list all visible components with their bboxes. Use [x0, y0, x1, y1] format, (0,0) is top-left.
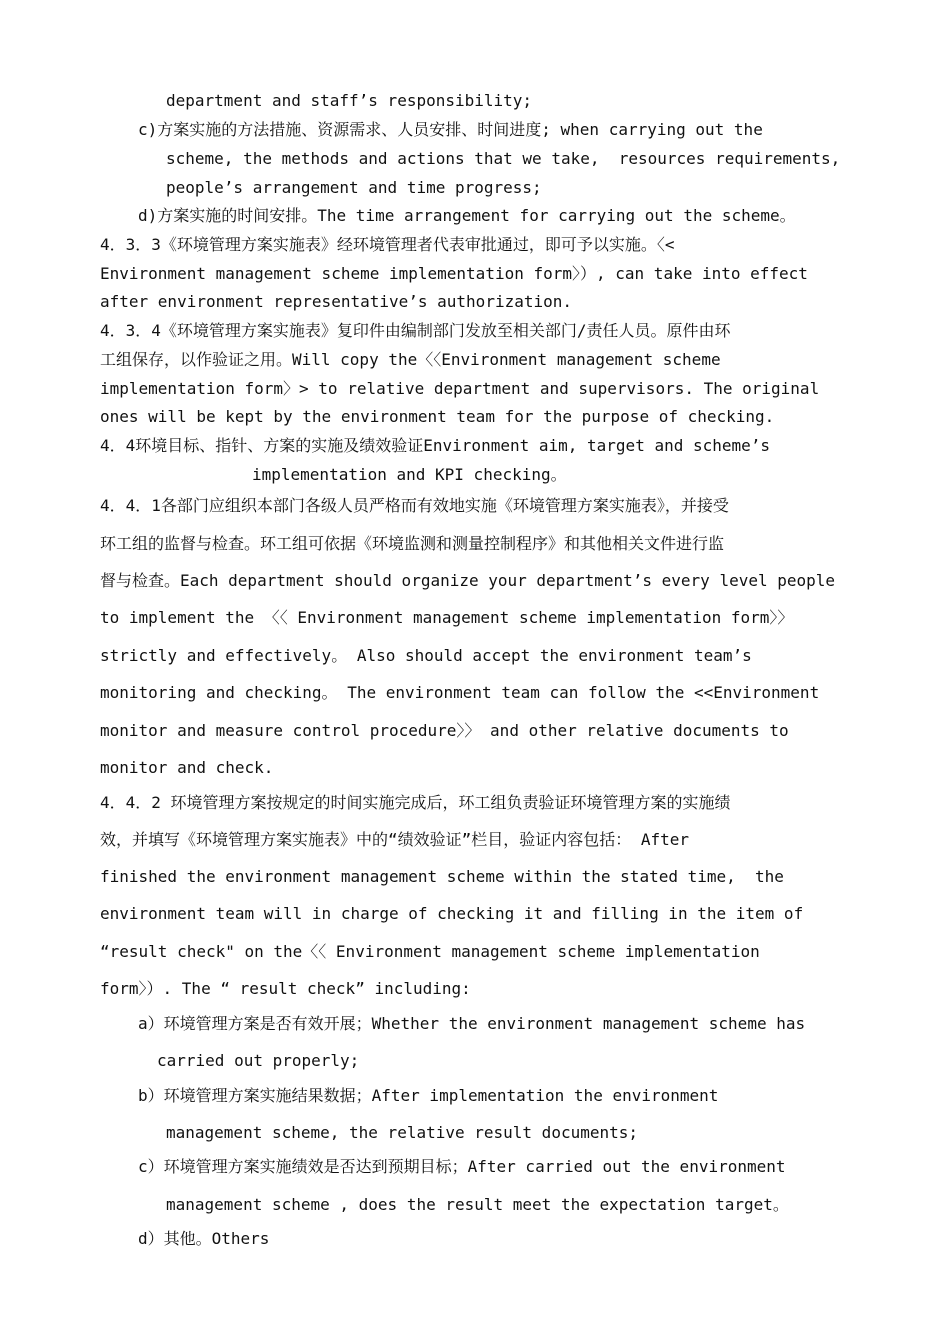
list-item-b: b）环境管理方案实施结果数据；After implementation the environment — [138, 1086, 719, 1105]
text-line: Environment management scheme implementation form〉）, can take into effect — [100, 264, 808, 283]
text-line: 环工组的监督与检查。环工组可依据《环境监测和测量控制程序》和其他相关文件进行监 — [100, 534, 725, 553]
list-item-a: a）环境管理方案是否有效开展；Whether the environment management scheme has — [138, 1014, 806, 1033]
section-4-3-3: 4．3．3《环境管理方案实施表》经环境管理者代表审批通过，即可予以实施。〈< — [100, 235, 675, 254]
list-item-c: c)方案实施的方法措施、资源需求、人员安排、时间进度; when carrying out the — [138, 120, 763, 139]
list-item-c2: c）环境管理方案实施绩效是否达到预期目标；After carried out the environment — [138, 1157, 786, 1176]
text-line: department and staff’s responsibility; — [166, 91, 533, 110]
text-line: carried out properly; — [157, 1051, 360, 1070]
text-line: 效，并填写《环境管理方案实施表》中的“绩效验证”栏目，验证内容包括： After — [100, 830, 690, 849]
text-line: monitor and check. — [100, 758, 274, 777]
text-line: after environment representative’s authorization. — [100, 292, 573, 311]
text-line: monitoring and checking。 The environment team can follow the <<Environment — [100, 683, 820, 702]
text-line: to implement the 〈〈 Environment management scheme implementation form〉〉 — [100, 608, 794, 627]
text-line: monitor and measure control procedure〉〉 and other relative documents to — [100, 721, 789, 740]
text-line: implementation and KPI checking。 — [252, 465, 567, 484]
section-4-4-1: 4．4．1各部门应组织本部门各级人员严格而有效地实施《环境管理方案实施表》，并接受 — [100, 496, 729, 515]
text-line: finished the environment management scheme within the stated time, the — [100, 867, 784, 886]
text-line: 督与检查。Each department should organize your department’s every level people — [100, 571, 836, 590]
text-line: management scheme, the relative result documents; — [166, 1123, 639, 1142]
text-line: management scheme , does the result meet the expectation target。 — [166, 1195, 789, 1214]
section-4-3-4: 4．3．4《环境管理方案实施表》复印件由编制部门发放至相关部门/责任人员。原件由环 — [100, 321, 731, 340]
text-line: 工组保存，以作验证之用。Will copy the〈〈Environment management scheme — [100, 350, 721, 369]
section-4-4-heading: 4．4环境目标、指针、方案的实施及绩效验证Environment aim, target and scheme’s — [100, 436, 771, 455]
text-line: implementation form〉> to relative department and supervisors. The original — [100, 379, 820, 398]
text-line: “result check" on the〈〈 Environment management scheme implementation — [100, 942, 760, 961]
list-item-d: d)方案实施的时间安排。The time arrangement for carrying out the scheme。 — [138, 206, 796, 225]
text-line: form〉）. The “ result check” including: — [100, 979, 471, 998]
text-line: environment team will in charge of checking it and filling in the item of — [100, 904, 804, 923]
text-line: people’s arrangement and time progress; — [166, 178, 542, 197]
text-line: strictly and effectively。 Also should accept the environment team’s — [100, 646, 752, 665]
section-4-4-2: 4．4．2 环境管理方案按规定的时间实施完成后，环工组负责验证环境管理方案的实施绩 — [100, 793, 731, 812]
list-item-d2: d）其他。Others — [138, 1229, 270, 1248]
text-line: ones will be kept by the environment team for the purpose of checking. — [100, 407, 775, 426]
text-line: scheme, the methods and actions that we take, resources requirements, — [166, 149, 841, 168]
